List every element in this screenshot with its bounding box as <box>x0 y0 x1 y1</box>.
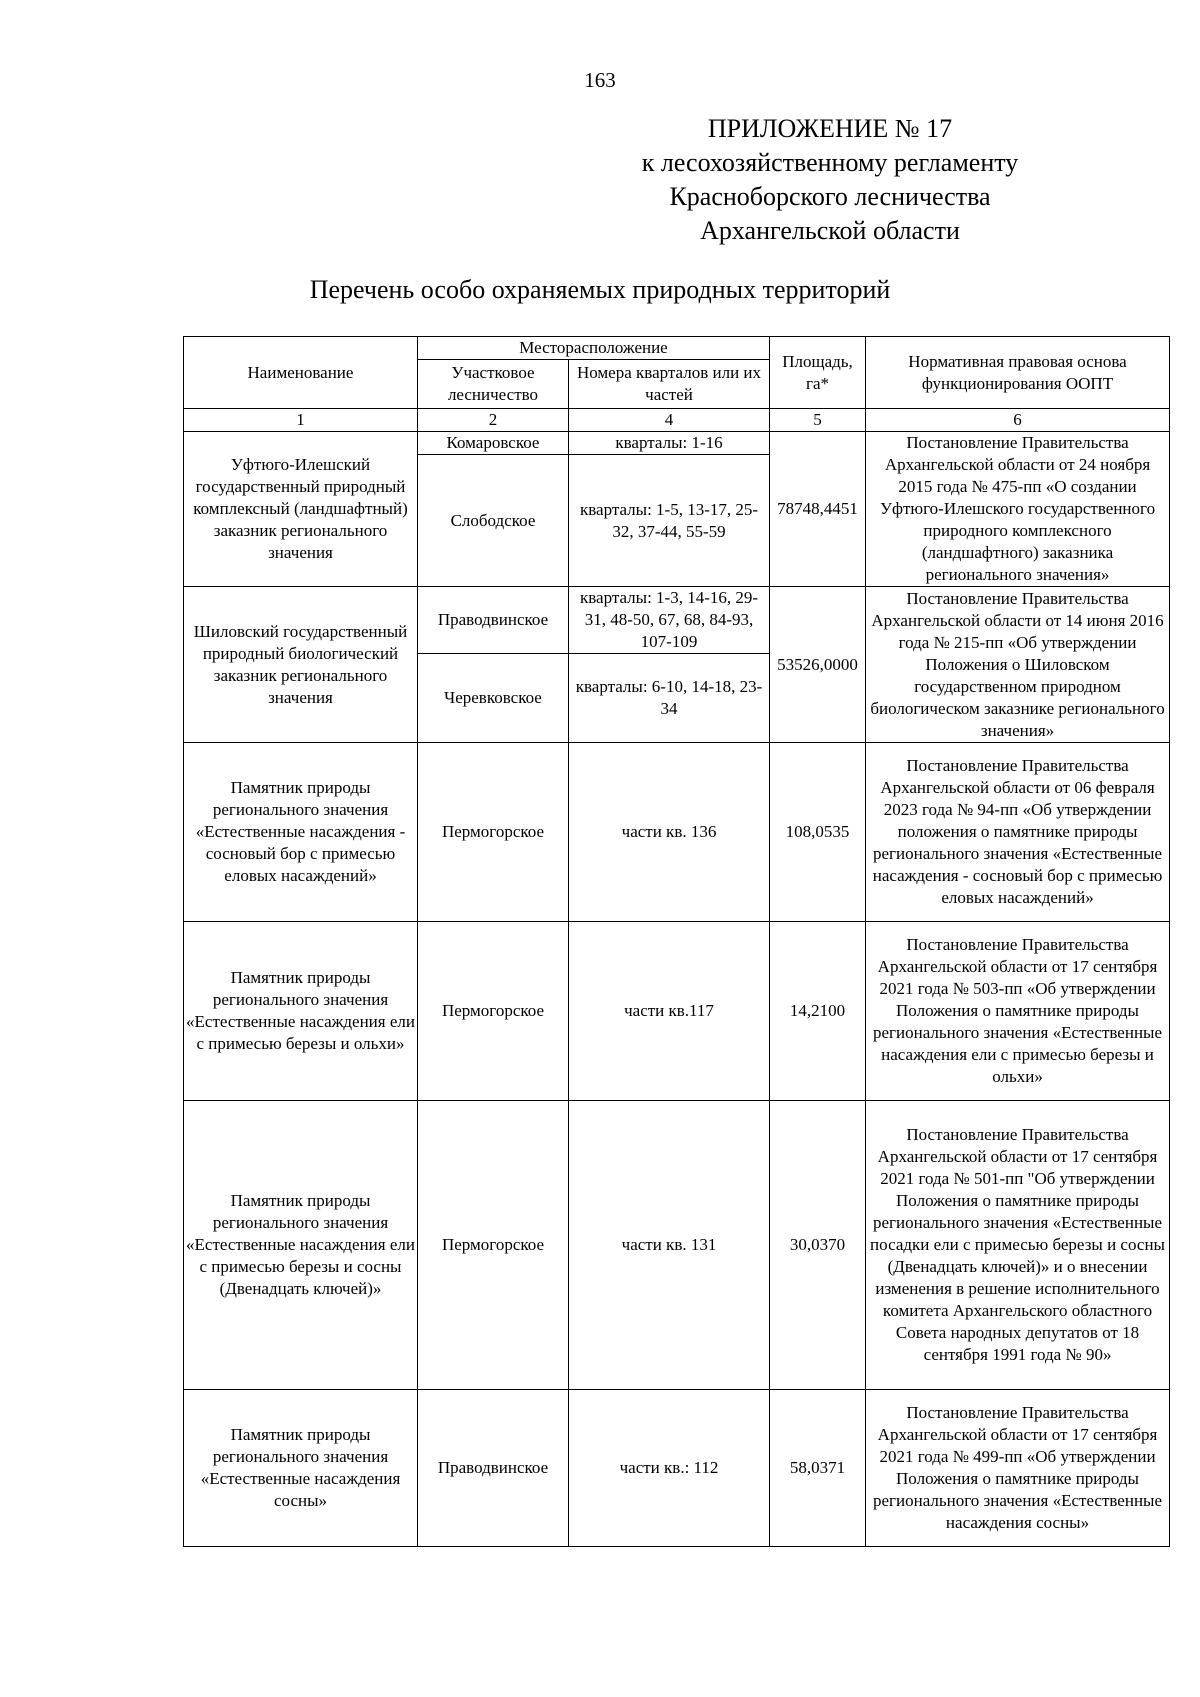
cell-area: 78748,4451 <box>770 432 866 587</box>
cell-name: Памятник природы регионального значения «Естественные насаждения ели с примесью березы и сосны (Двенадцать ключей)» <box>184 1101 418 1390</box>
cell-district: Пермогорское <box>418 1101 569 1390</box>
cell-quarters: кварталы: 1-16 <box>569 432 770 455</box>
cell-basis: Постановление Правительства Архангельской области от 17 сентября 2021 года № 499-пп «Об утверждении Положения о памятнике природы регионального значения «Естественные насаждения сосны» <box>866 1390 1170 1547</box>
page-number: 163 <box>584 68 616 92</box>
cell-district: Черевковское <box>418 654 569 743</box>
cell-district: Праводвинское <box>418 1390 569 1547</box>
table-row <box>184 587 1170 654</box>
column-number: 4 <box>569 409 770 432</box>
header-row <box>184 337 1170 360</box>
column-number: 1 <box>184 409 418 432</box>
cell-district: Комаровское <box>418 432 569 455</box>
cell-area: 30,0370 <box>770 1101 866 1390</box>
cell-quarters: части кв.117 <box>569 922 770 1101</box>
cell-basis: Постановление Правительства Архангельской области от 17 сентября 2021 года № 501-пп "Об утверждении Положения о памятнике природы регионального значения «Естественные посадки ели с примесью березы и сосны (Двенадцать ключей)» и о внесении изменения в решение исполнительного комитета Архангельского областного Совета народных депутатов от 18 сентября 1991 года № 90» <box>866 1101 1170 1390</box>
cell-basis: Постановление Правительства Архангельской области от 24 ноября 2015 года № 475-пп «О создании Уфтюго-Илешского государственного природного комплексного (ландшафтного) заказника регионального значения» <box>866 432 1170 587</box>
cell-quarters: части кв. 136 <box>569 743 770 922</box>
cell-quarters: кварталы: 1-5, 13-17, 25-32, 37-44, 55-59 <box>569 455 770 587</box>
appendix-line: ПРИЛОЖЕНИЕ № 17 <box>707 114 953 143</box>
cell-name: Памятник природы регионального значения «Естественные насаждения - сосновый бор с примесью еловых насаждений» <box>184 743 418 922</box>
column-number-row <box>184 409 1170 432</box>
cell-quarters: части кв.: 112 <box>569 1390 770 1547</box>
appendix-line: к лесохозяйственному регламенту <box>641 148 1019 177</box>
cell-basis: Постановление Правительства Архангельской области от 14 июня 2016 года № 215-пп «Об утверждении Положения о Шиловском государственном природном биологическом заказнике регионального значения» <box>866 587 1170 743</box>
cell-name: Памятник природы регионального значения «Естественные насаждения ели с примесью березы и ольхи» <box>184 922 418 1101</box>
header-location: Месторасположение <box>418 337 770 360</box>
column-number: 5 <box>770 409 866 432</box>
cell-district: Пермогорское <box>418 743 569 922</box>
cell-name: Шиловский государственный природный биологический заказник регионального значения <box>184 587 418 743</box>
cell-basis: Постановление Правительства Архангельской области от 17 сентября 2021 года № 503-пп «Об утверждении Положения о памятнике природы регионального значения «Естественные насаждения ели с примесью березы и ольхи» <box>866 922 1170 1101</box>
table-row <box>184 1390 1170 1547</box>
cell-district: Праводвинское <box>418 587 569 654</box>
header-quarters: Номера кварталов или их частей <box>569 360 770 409</box>
header-district: Участковое лесничество <box>418 360 569 409</box>
cell-name: Уфтюго-Илешский государственный природный комплексный (ландшафтный) заказник регионального значения <box>184 432 418 587</box>
header-basis: Нормативная правовая основа функционирования ООПТ <box>866 337 1170 409</box>
appendix-line: Архангельской области <box>700 216 960 245</box>
table-row <box>184 743 1170 922</box>
appendix-line: Красноборского лесничества <box>669 182 991 211</box>
cell-area: 14,2100 <box>770 922 866 1101</box>
column-number: 6 <box>866 409 1170 432</box>
table-row <box>184 922 1170 1101</box>
header-area: Площадь, га* <box>770 337 866 409</box>
cell-quarters: части кв. 131 <box>569 1101 770 1390</box>
document-title: Перечень особо охраняемых природных территорий <box>309 275 891 304</box>
cell-name: Памятник природы регионального значения «Естественные насаждения сосны» <box>184 1390 418 1547</box>
cell-area: 58,0371 <box>770 1390 866 1547</box>
cell-district: Пермогорское <box>418 922 569 1101</box>
header-name: Наименование <box>184 337 418 409</box>
appendix-heading <box>560 112 1100 248</box>
table-row <box>184 1101 1170 1390</box>
table-row <box>184 432 1170 455</box>
cell-quarters: кварталы: 6-10, 14-18, 23-34 <box>569 654 770 743</box>
cell-area: 53526,0000 <box>770 587 866 743</box>
cell-basis: Постановление Правительства Архангельской области от 06 февраля 2023 года № 94-пп «Об утверждении положения о памятнике природы регионального значения «Естественные насаждения - сосновый бор с примесью еловых насаждений» <box>866 743 1170 922</box>
cell-area: 108,0535 <box>770 743 866 922</box>
column-number: 2 <box>418 409 569 432</box>
cell-district: Слободское <box>418 455 569 587</box>
cell-quarters: кварталы: 1-3, 14-16, 29-31, 48-50, 67, 68, 84-93, 107-109 <box>569 587 770 654</box>
protected-areas-table <box>183 336 1170 1547</box>
